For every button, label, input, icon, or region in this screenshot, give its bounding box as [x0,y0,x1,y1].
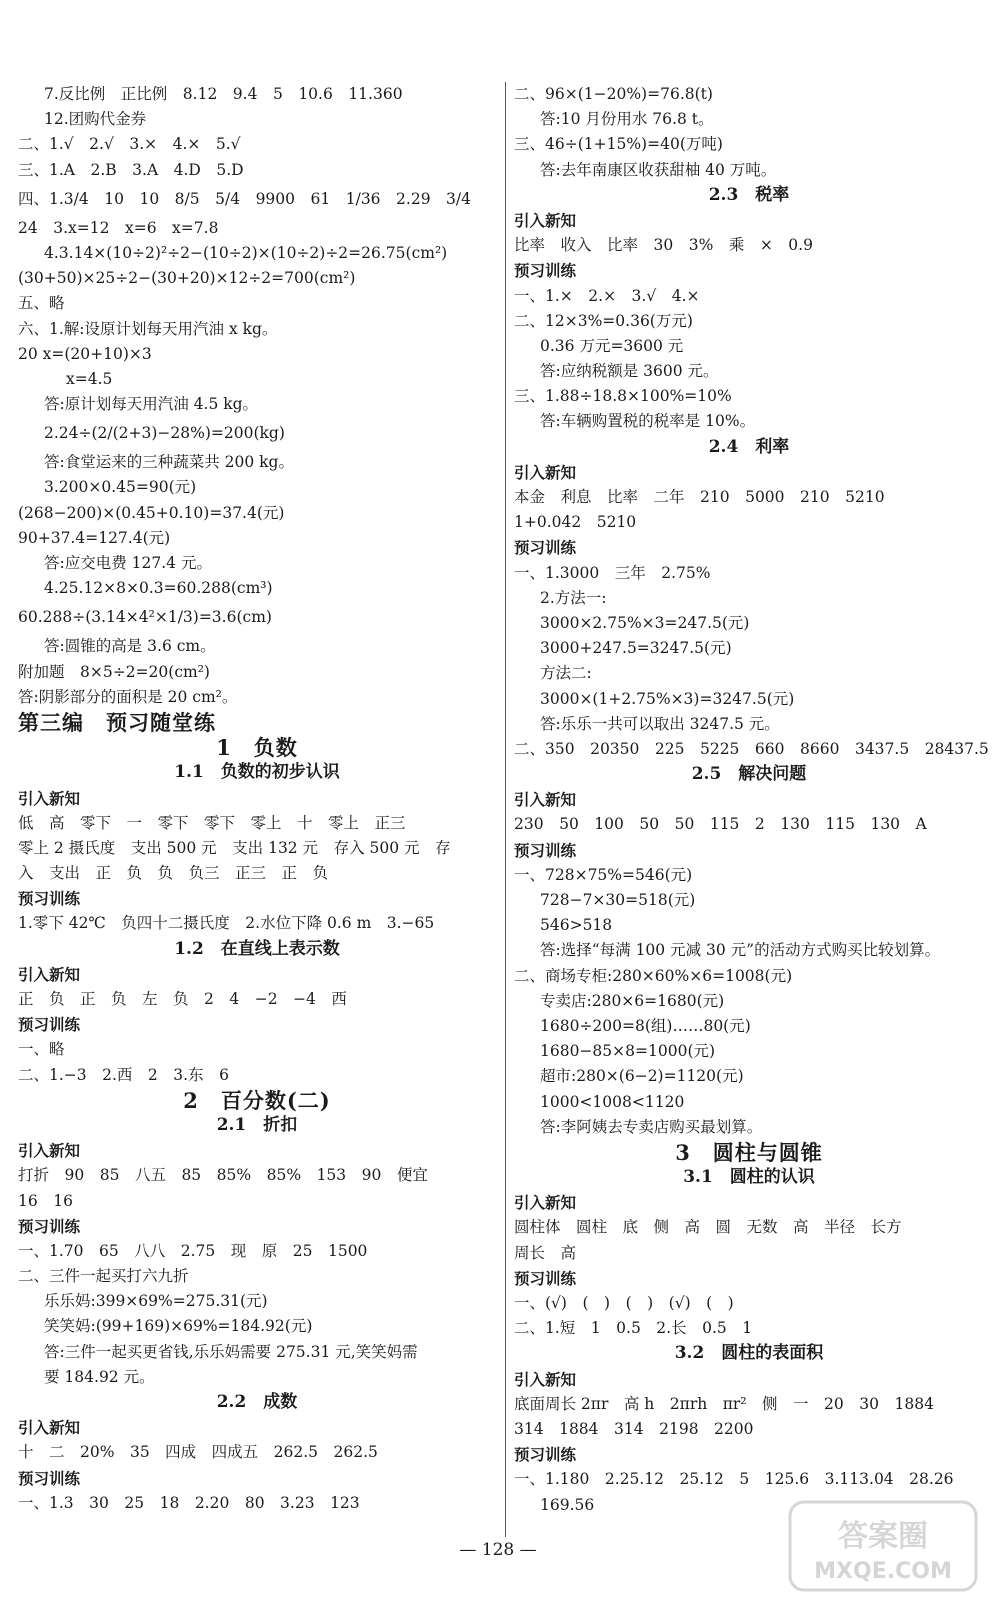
right-column-line: 一、1.3000 三年 2.75% [514,563,711,582]
left-column-line: 答:原计划每天用汽油 4.5 kg。 [44,395,259,414]
left-column-line: 2.2 成数 [216,1392,298,1412]
left-column-line: 1 负数 [216,735,298,761]
svg-text:答案圈: 答案圈 [838,1519,928,1554]
left-column-line: 12.团购代金券 [44,110,147,129]
left-column-line: x=4.5 [66,369,113,388]
right-column-line: 3.1 圆柱的认识 [683,1167,815,1188]
right-column-line: 一、1.180 2.25.12 25.12 5 125.6 3.113.04 28.26 [514,1470,954,1489]
right-column-line: 3000×(1+2.75%×3)=3247.5(元) [540,689,795,708]
left-column-line: 预习训练 [18,1015,81,1035]
left-column-line: 三、1.A 2.B 3.A 4.D 5.D [18,160,244,179]
left-column-line: 附加题 8×5÷2=20(cm²) [18,662,210,681]
right-column-line: 230 50 100 50 50 115 2 130 115 130 A [514,815,927,834]
left-column-line: 答:圆锥的高是 3.6 cm。 [44,637,216,656]
right-column-line: 169.56 [540,1495,595,1514]
left-column-line: 二、三件一起买打六九折 [18,1267,189,1286]
left-column [18,82,496,1516]
right-column-line: 3.2 圆柱的表面积 [674,1343,824,1364]
right-column-line: 3000+247.5=3247.5(元) [540,639,732,658]
right-column-line: 方法二: [540,664,592,683]
left-column-line: 引入新知 [18,1141,81,1161]
left-column-line: 预习训练 [18,1216,81,1236]
right-column-line: 比率 收入 比率 30 3% 乘 × 0.9 [514,236,813,255]
right-column-line: 二、12×3%=0.36(万元) [514,311,693,330]
left-column-line: (268−200)×(0.45+0.10)=37.4(元) [18,503,285,522]
left-column-line: 第三编 预习随堂练 [18,709,216,735]
left-column-line: 4.25.12×8×0.3=60.288(cm³) [44,579,273,598]
right-column-line: 1680÷200=8(组)……80(元) [540,1016,751,1035]
right-column-line: 1680−85×8=1000(元) [540,1042,716,1061]
left-column-line: 一、略 [18,1040,65,1059]
right-column-line: 314 1884 314 2198 2200 [514,1419,754,1438]
right-column-line: 答:去年南康区收获甜柚 40 万吨。 [540,160,777,179]
left-column-line: 1.2 在直线上表示数 [174,938,340,959]
right-column-line: 专卖店:280×6=1680(元) [540,991,725,1010]
page-number: — 128 — [459,1540,537,1560]
left-column-line: 入 支出 正 负 负 负三 正三 正 负 [18,864,329,883]
right-column-line: 二、350 20350 225 5225 660 8660 3437.5 28437.5 [514,739,989,758]
right-column-line: 圆柱体 圆柱 底 侧 高 圆 无数 高 半径 长方 [514,1218,902,1237]
right-column-line: 二、96×(1−20%)=76.8(t) [514,85,713,103]
left-column-line: 20 x=(20+10)×3 [18,344,152,363]
left-column-line: 60.288÷(3.14×4²×1/3)=3.6(cm) [18,608,272,627]
right-column-line: 本金 利息 比率 二年 210 5000 210 5210 [514,488,885,506]
right-column-line: 三、1.88÷18.8×100%=10% [514,387,732,406]
right-column-line: 预习训练 [514,261,577,281]
right-column-line: 答:李阿姨去专卖店购买最划算。 [540,1117,763,1136]
left-column-line: 五、略 [18,294,65,313]
left-column-line: 预习训练 [18,1468,81,1488]
right-column-line: 答:选择“每满 100 元减 30 元”的活动方式购买比较划算。 [540,941,941,960]
right-column-line: 0.36 万元=3600 元 [540,336,684,355]
right-column [514,82,989,1518]
right-column-line: 周长 高 [514,1243,577,1262]
right-column-line: 答:应纳税额是 3600 元。 [540,362,719,381]
left-column-line: 2.24÷(2/(2+3)−28%)=200(kg) [44,424,285,443]
left-column-line: 引入新知 [18,788,81,808]
left-column-line: 二、1.−3 2.西 2 3.东 6 [18,1065,229,1084]
left-column-line: 答:阴影部分的面积是 20 cm²。 [18,687,238,706]
right-column-line: 1000<1008<1120 [540,1092,685,1111]
left-column-line: 2.1 折扣 [216,1114,298,1135]
left-column-line: 1.1 负数的初步认识 [174,762,340,783]
left-column-line: 答:三件一起买更省钱,乐乐妈需要 275.31 元,笑笑妈需 [44,1342,418,1361]
right-column-line: 底面周长 2πr 高 h 2πrh πr² 侧 一 20 30 1884 [514,1394,934,1413]
right-column-line: 一、(√) ( ) ( ) (√) ( ) [514,1294,734,1312]
right-column-line: 一、728×75%=546(元) [514,865,693,884]
left-column-line: 7.反比例 正比例 8.12 9.4 5 10.6 11.360 [44,85,403,103]
left-column-line: 90+37.4=127.4(元) [18,528,171,547]
right-column-line: 728−7×30=518(元) [540,891,696,909]
right-column-line: 答:乐乐一共可以取出 3247.5 元。 [540,714,780,733]
left-column-line: 要 184.92 元。 [44,1367,155,1386]
left-column-line: 4.3.14×(10÷2)²÷2−(10÷2)×(10÷2)÷2=26.75(cm²) [44,243,448,262]
left-column-line: (30+50)×25÷2−(30+20)×12÷2=700(cm²) [18,269,356,288]
left-column-line: 预习训练 [18,889,81,909]
left-column-line: 一、1.3 30 25 18 2.20 80 3.23 123 [18,1493,360,1512]
right-column-line: 三、46÷(1+15%)=40(万吨) [514,135,723,154]
column-divider [505,82,506,1537]
right-column-line: 预习训练 [514,1445,577,1465]
left-column-line: 一、1.70 65 八八 2.75 现 原 25 1500 [18,1241,368,1260]
left-column-line: 1.零下 42℃ 负四十二摄氏度 2.水位下降 0.6 m 3.−65 [18,914,435,933]
right-column-line: 答:10 月份用水 76.8 t。 [540,110,714,129]
left-column-line: 四、1.3/4 10 10 8/5 5/4 9900 61 1/36 2.29 3/4 [18,189,472,208]
watermark-logo [788,1500,978,1592]
right-column-line: 一、1.× 2.× 3.√ 4.× [514,286,700,305]
left-column-line: 乐乐妈:399×69%=275.31(元) [44,1292,268,1311]
left-column-line: 答:食堂运来的三种蔬菜共 200 kg。 [44,453,294,472]
right-column-line: 3 圆柱与圆锥 [675,1139,823,1165]
right-column-line: 2.4 利率 [708,436,790,457]
right-column-line: 3000×2.75%×3=247.5(元) [540,613,750,632]
left-column-line: 低 高 零下 一 零下 零下 零上 十 零上 正三 [18,813,406,832]
right-column-line: 预习训练 [514,840,577,860]
left-column-line: 引入新知 [18,964,81,984]
left-column-line: 笑笑妈:(99+169)×69%=184.92(元) [44,1317,313,1336]
left-column-line: 打折 90 85 八五 85 85% 85% 153 90 便宜 [18,1166,428,1185]
left-column-line: 引入新知 [18,1418,81,1438]
right-column-line: 引入新知 [514,1193,577,1213]
right-column-line: 超市:280×(6−2)=1120(元) [540,1067,744,1086]
right-column-line: 答:车辆购置税的税率是 10%。 [540,412,756,431]
left-column-line: 十 二 20% 35 四成 四成五 262.5 262.5 [18,1443,378,1462]
right-column-line: 2.3 税率 [708,184,790,205]
right-column-line: 预习训练 [514,538,577,558]
right-column-line: 1+0.042 5210 [514,513,637,532]
right-column-line: 引入新知 [514,790,577,810]
left-column-line: 正 负 正 负 左 负 2 4 −2 −4 西 [18,990,347,1008]
right-column-line: 二、商场专柜:280×60%×6=1008(元) [514,966,793,985]
left-column-line: 2 百分数(二) [183,1087,331,1113]
right-column-line: 引入新知 [514,1369,577,1389]
left-column-line: 零上 2 摄氏度 支出 500 元 支出 132 元 存入 500 元 存 [18,838,451,857]
right-column-line: 预习训练 [514,1268,577,1288]
svg-text:MXQE.COM: MXQE.COM [814,1559,952,1584]
right-column-line: 2.方法一: [540,588,607,607]
right-column-line: 二、1.短 1 0.5 2.长 0.5 1 [514,1319,753,1338]
right-column-line: 546>518 [540,916,613,935]
left-column-line: 六、1.解:设原计划每天用汽油 x kg。 [18,319,278,338]
right-column-line: 引入新知 [514,462,577,482]
left-column-line: 二、1.√ 2.√ 3.× 4.× 5.√ [18,135,241,154]
right-column-line: 引入新知 [514,210,577,230]
right-column-line: 2.5 解决问题 [691,764,807,785]
left-column-line: 答:应交电费 127.4 元。 [44,554,212,572]
left-column-line: 3.200×0.45=90(元) [44,478,197,497]
left-column-line: 24 3.x=12 x=6 x=7.8 [18,218,219,237]
left-column-line: 16 16 [18,1191,73,1210]
